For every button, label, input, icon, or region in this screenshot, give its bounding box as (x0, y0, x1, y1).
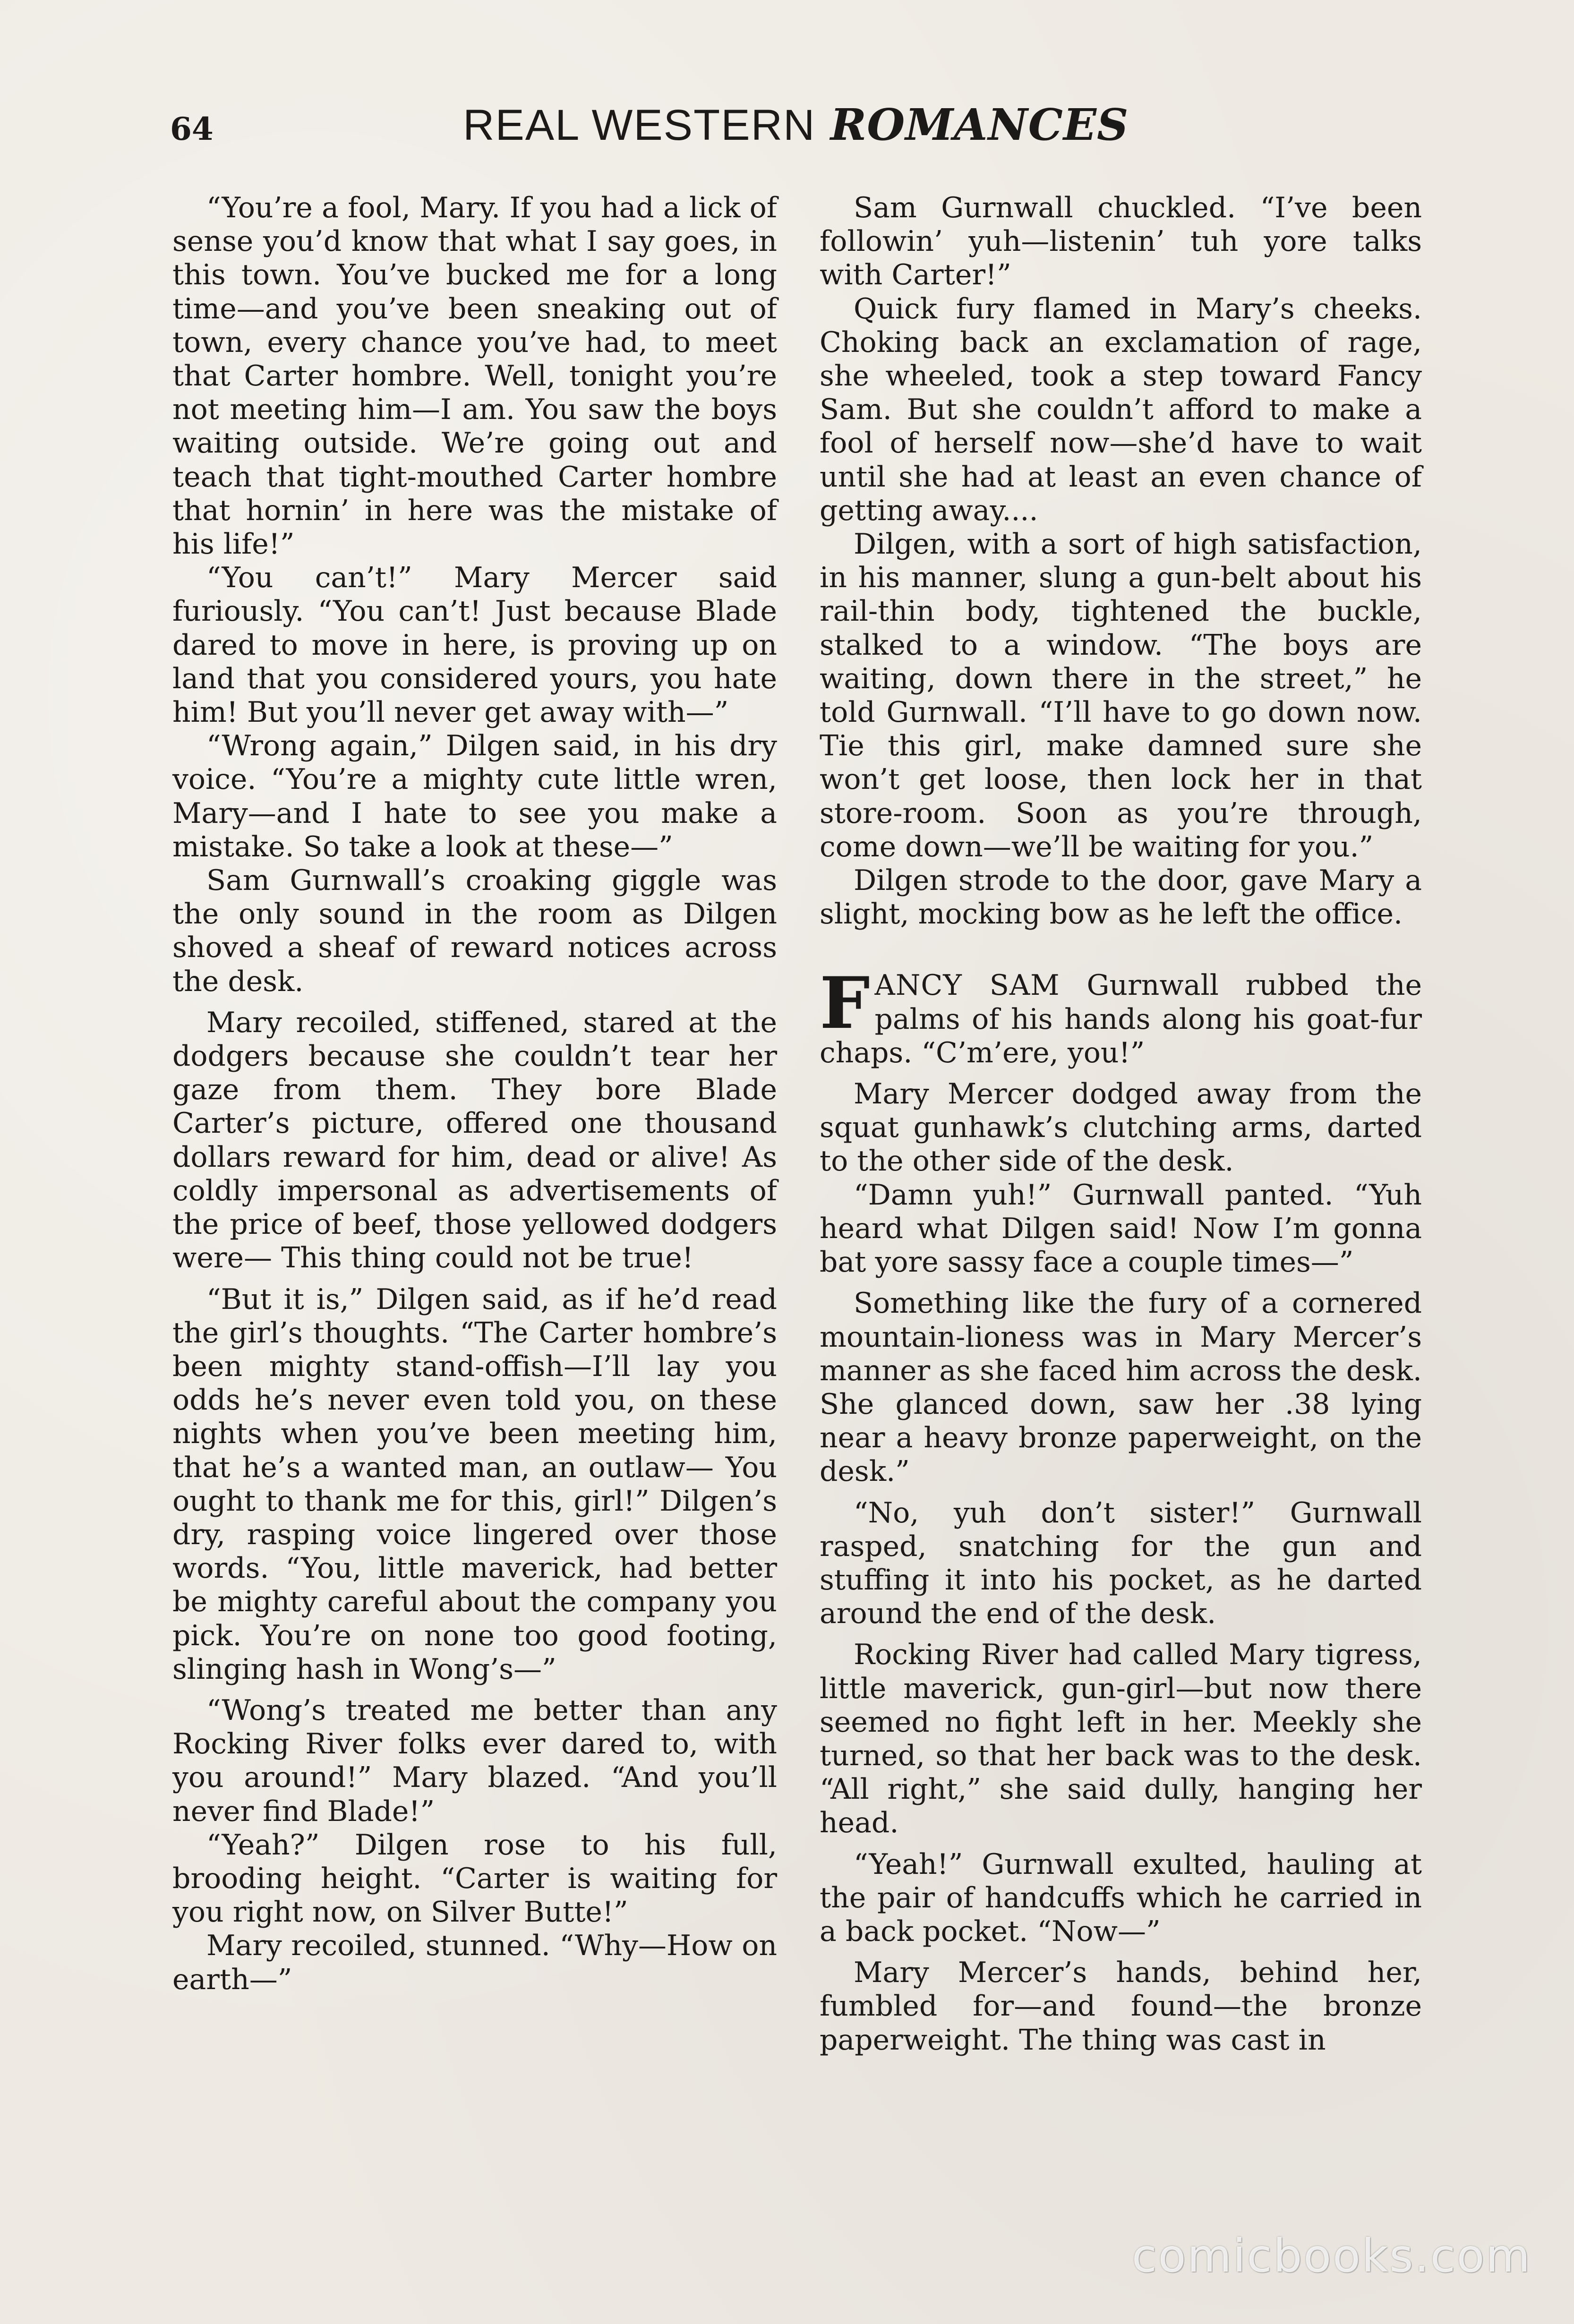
paragraph: Mary recoiled, stiffened, stared at the dodgers because she couldn’t tear her gaze from them. They bore Blade Carter’s picture, offered one thousand dollars reward for him, dead or alive! As coldly impersonal as advertisements of the price of beef, those yellowed dodgers were— This thing could not be true! (172, 1006, 777, 1275)
paragraph: “Wong’s treated me better than any Rocking River folks ever dared to, with you around!” Mary blazed. “And you’ll never find Blade!” (172, 1693, 777, 1828)
paragraph: Dilgen, with a sort of high satisfaction, in his manner, slung a gun-belt about his rail-thin body, tightened the buckle, stalked to a window. “The boys are waiting, down there in the street,” he told Gurnwall. “I’ll have to go down now. Tie this girl, make damned sure she won’t get loose, then lock her in that store-room. Soon as you’re through, come down—we’ll be waiting for you.” (820, 528, 1422, 863)
page-number: 64 (170, 111, 214, 147)
magazine-title (463, 99, 1129, 150)
paragraph: Sam Gurnwall’s croaking giggle was the only sound in the room as Dilgen shoved a sheaf of reward notices across the desk. (172, 864, 777, 998)
paragraph: “You’re a fool, Mary. If you had a lick of sense you’d know that what I say goes, in this town. You’ve bucked me for a long time—and you’ve been sneaking out of town, every chance you’ve had, to meet that Carter hombre. Well, tonight you’re not meeting him—I am. You saw the boys waiting outside. We’re going out and teach that tight-mouthed Carter hombre that hornin’ in here was the mistake of his life!” (172, 191, 777, 561)
paragraph: “You can’t!” Mary Mercer said furiously. “You can’t! Just because Blade dared to move in here, is proving up on land that you considered yours, you hate him! But you’ll never get away with—” (172, 561, 777, 729)
paragraph: Sam Gurnwall chuckled. “I’ve been followin’ yuh—listenin’ tuh yore talks with Carter!” (820, 191, 1422, 292)
paragraph: Mary recoiled, stunned. “Why—How on earth—” (172, 1929, 777, 1996)
paragraph: Quick fury flamed in Mary’s cheeks. Choking back an exclamation of rage, she wheeled, took a step toward Fancy Sam. But she couldn’t afford to make a fool of herself now—she’d have to wait until she had at least an even chance of getting away.... (820, 292, 1422, 527)
section-break (820, 931, 1422, 969)
paragraph: “But it is,” Dilgen said, as if he’d read the girl’s thoughts. “The Carter hombre’s been mighty stand-offish—I’ll lay you odds he’s never even told you, on these nights when you’ve been meeting him, that he’s a wanted man, an outlaw— You ought to thank me for this, girl!” Dilgen’s dry, rasping voice lingered over those words. “You, little maverick, had better be mighty careful about the company you pick. You’re on none too good footing, slinging hash in Wong’s—” (172, 1282, 777, 1686)
magazine-title-bold: ROMANCES (830, 99, 1129, 150)
site-watermark: comicbooks.com (1131, 2230, 1531, 2282)
paragraph: “Yeah?” Dilgen rose to his full, brooding height. “Carter is waiting for you right now, on Silver Butte!” (172, 1828, 777, 1929)
paragraph: Mary Mercer’s hands, behind her, fumbled for—and found—the bronze paperweight. The thing was cast in (820, 1956, 1422, 2057)
section-lead-paragraph (820, 962, 1422, 1070)
left-column (172, 191, 777, 1997)
page-header (170, 99, 1417, 161)
paragraph: Dilgen strode to the door, gave Mary a slight, mocking bow as he left the office. (820, 864, 1422, 931)
paragraph: Mary Mercer dodged away from the squat gunhawk’s clutching arms, darted to the other side of the desk. (820, 1077, 1422, 1178)
lead-smallcaps: ANCY SAM (874, 969, 1060, 1002)
paragraph: “Damn yuh!” Gurnwall panted. “Yuh heard what Dilgen said! Now I’m gonna bat yore sassy face a couple times—” (820, 1178, 1422, 1279)
paragraph: “No, yuh don’t sister!” Gurnwall rasped, snatching for the gun and stuffing it into his pocket, as he darted around the end of the desk. (820, 1496, 1422, 1631)
lead-text: Gurnwall rubbed the palms of his hands along his goat-fur chaps. “C’m’ere, you!” (820, 969, 1422, 1069)
paragraph: “Yeah!” Gurnwall exulted, hauling at the pair of handcuffs which he carried in a back pocket. “Now—” (820, 1847, 1422, 1948)
paragraph: Something like the fury of a cornered mountain-lioness was in Mary Mercer’s manner as she faced him across the desk. She glanced down, saw her .38 lying near a heavy bronze paperweight, on the desk.” (820, 1287, 1422, 1488)
right-column (820, 191, 1422, 2057)
drop-cap: F (820, 962, 870, 1045)
magazine-title-plain: REAL WESTERN (463, 101, 816, 149)
paragraph: Rocking River had called Mary tigress, little maverick, gun-girl—but now there seemed no fight left in her. Meekly she turned, so that her back was to the desk. “All right,” she said dully, hanging her head. (820, 1638, 1422, 1840)
paragraph: “Wrong again,” Dilgen said, in his dry voice. “You’re a mighty cute little wren, Mary—and I hate to see you make a mistake. So take a look at these—” (172, 729, 777, 863)
